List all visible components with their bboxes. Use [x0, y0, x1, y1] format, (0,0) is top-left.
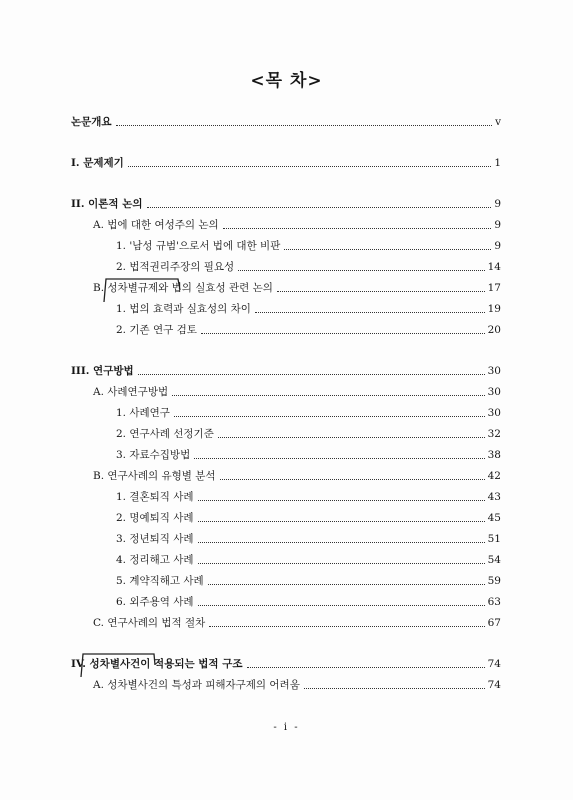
toc-entry-subsection-3b5[interactable]: [116, 574, 501, 588]
dot-leader: [194, 458, 484, 459]
toc-entry-page: 30: [487, 407, 501, 419]
dot-leader: [223, 228, 492, 229]
toc-entry-label: 2. 기존 연구 검토: [116, 324, 197, 336]
toc-entry-page: v: [495, 116, 501, 128]
dot-leader: [209, 626, 484, 627]
toc-entry-label: A. 법에 대한 여성주의 논의: [93, 219, 219, 231]
dot-leader: [238, 270, 485, 271]
toc-entry-subsection-3b4[interactable]: [116, 553, 501, 567]
toc-entry-section-3c[interactable]: [93, 616, 501, 630]
toc-entry-page: 51: [487, 533, 501, 545]
toc-entry-label: 논문개요: [71, 116, 112, 128]
toc-entry-label: III. 연구방법: [71, 365, 134, 377]
toc-entry-label: 3. 자료수집방법: [116, 449, 191, 461]
toc-entry-page: 59: [487, 575, 501, 587]
toc-entry-label: A. 성차별사건의 특성과 피해자구제의 어려움: [93, 679, 300, 691]
dot-leader: [198, 563, 485, 564]
toc-entry-subsection-2a1[interactable]: [116, 239, 501, 253]
toc-entry-page: 38: [487, 449, 501, 461]
toc-entry-page: 30: [487, 386, 501, 398]
toc-entry-subsection-2b2[interactable]: [116, 323, 501, 337]
toc-entry-page: 74: [487, 658, 501, 670]
toc-entry-label: 1. 결혼퇴직 사례: [116, 491, 194, 503]
dot-leader: [247, 667, 485, 668]
toc-entry-page: 74: [487, 679, 501, 691]
dot-leader: [198, 521, 485, 522]
toc-entry-label: 1. 사례연구: [116, 407, 170, 419]
toc-entry-label: II. 이론적 논의: [71, 198, 143, 210]
toc-entry-subsection-3a3[interactable]: [116, 448, 501, 462]
dot-leader: [147, 207, 492, 208]
dot-leader: [218, 437, 485, 438]
toc-entry-label: C. 연구사례의 법적 절차: [93, 617, 206, 629]
toc-entry-label: 1. '남성 규범'으로서 법에 대한 비판: [116, 240, 281, 252]
toc-entry-page: 45: [487, 512, 501, 524]
toc-entry-label: I. 문제제기: [71, 157, 124, 169]
toc-entry-subsection-3b1[interactable]: [116, 490, 501, 504]
toc-entry-page: 54: [487, 554, 501, 566]
toc-entry-page: 63: [487, 596, 501, 608]
toc-entry-page: 9: [494, 240, 501, 252]
toc-entry-chapter-3[interactable]: [71, 364, 501, 378]
toc-entry-page: 20: [487, 324, 501, 336]
toc-entry-subsection-3b3[interactable]: [116, 532, 501, 546]
dot-leader: [284, 249, 491, 250]
toc-entry-label: 5. 계약직해고 사례: [116, 575, 204, 587]
toc-entry-page: 1: [494, 157, 501, 169]
toc-entry-page: 19: [487, 303, 501, 315]
toc-entry-page: 42: [487, 470, 501, 482]
toc-entry-page: 9: [494, 198, 501, 210]
toc-entry-label: 1. 법의 효력과 실효성의 차이: [116, 303, 251, 315]
toc-entry-section-2b[interactable]: [93, 281, 501, 295]
toc-entry-subsection-3a2[interactable]: [116, 427, 501, 441]
dot-leader: [198, 500, 485, 501]
toc-entry-abstract[interactable]: [71, 115, 501, 129]
toc-entry-page: 67: [487, 617, 501, 629]
page-number-footer: - i -: [273, 722, 300, 733]
toc-entry-label: 2. 법적권리주장의 필요성: [116, 261, 235, 273]
toc-entry-page: 14: [487, 261, 501, 273]
toc-entry-section-4a[interactable]: [93, 678, 501, 692]
toc-entry-section-3a[interactable]: [93, 385, 501, 399]
toc-entry-chapter-2[interactable]: [71, 197, 501, 211]
dot-leader: [198, 605, 485, 606]
toc-entry-section-3b[interactable]: [93, 469, 501, 483]
toc-entry-page: 9: [494, 219, 501, 231]
toc-entry-label: 2. 연구사례 선정기준: [116, 428, 214, 440]
toc-entry-label: B. 성차별규제와 법의 실효성 관련 논의: [93, 282, 273, 294]
toc-entry-label: 4. 정리해고 사례: [116, 554, 194, 566]
toc-entry-chapter-4[interactable]: [71, 657, 501, 671]
page-title: <목 차>: [250, 71, 323, 91]
dot-leader: [220, 479, 485, 480]
toc-entry-page: 30: [487, 365, 501, 377]
toc-entry-subsection-3b6[interactable]: [116, 595, 501, 609]
dot-leader: [255, 312, 485, 313]
toc-entry-label: 6. 외주용역 사례: [116, 596, 194, 608]
dot-leader: [172, 395, 485, 396]
toc-entry-subsection-2b1[interactable]: [116, 302, 501, 316]
toc-entry-section-2a[interactable]: [93, 218, 501, 232]
toc-entry-label: 2. 명예퇴직 사례: [116, 512, 194, 524]
toc-entry-page: 32: [487, 428, 501, 440]
toc-entry-subsection-3a1[interactable]: [116, 406, 501, 420]
dot-leader: [174, 416, 485, 417]
toc-entry-label: 3. 정년퇴직 사례: [116, 533, 194, 545]
dot-leader: [116, 125, 492, 126]
toc-entry-label: IV. 성차별사건이 적용되는 법적 구조: [71, 658, 243, 670]
dot-leader: [138, 374, 485, 375]
dot-leader: [201, 333, 485, 334]
toc-entry-page: 43: [487, 491, 501, 503]
dot-leader: [304, 688, 485, 689]
dot-leader: [277, 291, 485, 292]
toc-entry-label: B. 연구사례의 유형별 분석: [93, 470, 216, 482]
toc-entry-subsection-3b2[interactable]: [116, 511, 501, 525]
toc-entry-label: A. 사례연구방법: [93, 386, 169, 398]
dot-leader: [208, 584, 485, 585]
dot-leader: [198, 542, 485, 543]
dot-leader: [128, 166, 492, 167]
toc-entry-chapter-1[interactable]: [71, 156, 501, 170]
toc-entry-page: 17: [487, 282, 501, 294]
toc-entry-subsection-2a2[interactable]: [116, 260, 501, 274]
